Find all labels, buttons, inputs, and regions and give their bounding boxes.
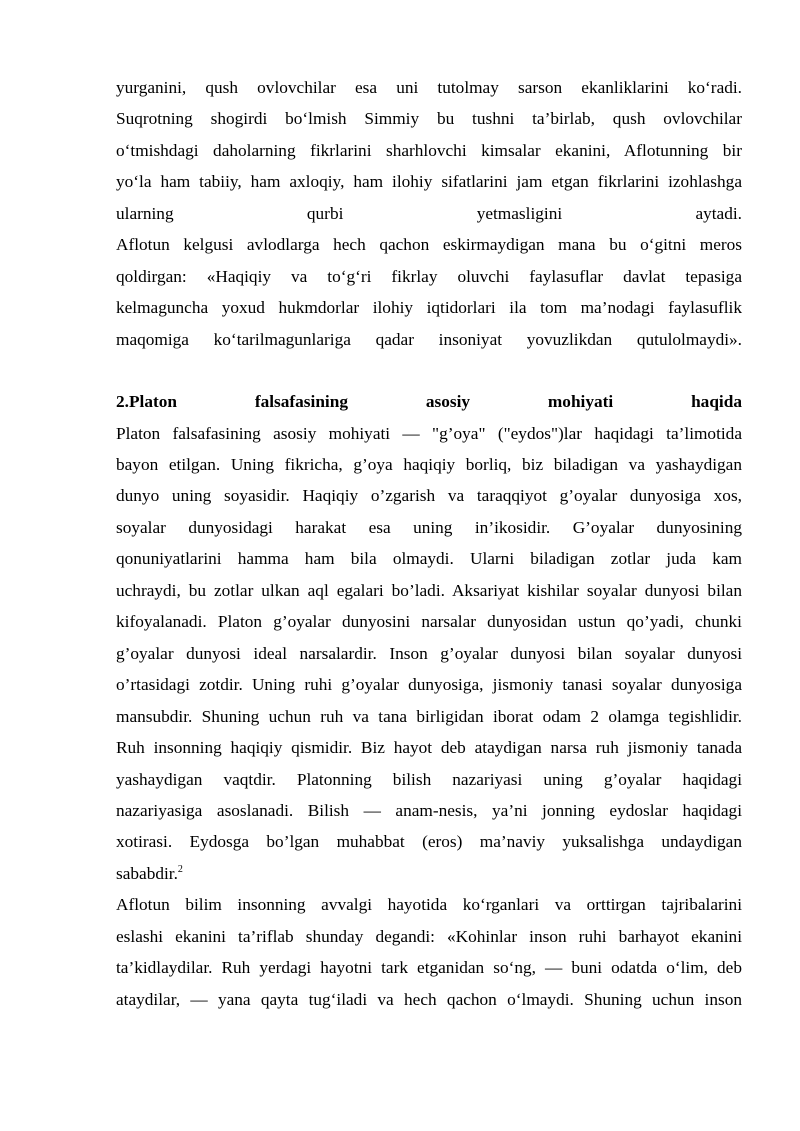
section-heading: 2.Platon falsafasining asosiy mohiyati haqida: [116, 392, 742, 412]
document-page: [116, 72, 742, 1015]
text-line: bayon etilgan. Uning fikricha, g’oya haqiqiy borliq, biz biladigan va yashaydigan: [116, 454, 742, 474]
text-line: uchraydi, bu zotlar ulkan aql egalari bo’ladi. Aksariyat kishilar soyalar dunyosi bilan: [116, 580, 742, 600]
text-line: Ruh insonning haqiqiy qismidir. Biz hayot deb ataydigan narsa ruh jismoniy tanada: [116, 738, 742, 758]
text-line: yashaydigan vaqtdir. Platonning bilish nazariyasi uning g’oyalar haqidagi: [116, 769, 742, 789]
text-line: mansubdir. Shuning uchun ruh va tana birligidan iborat odam 2 olamga tegishlidir.: [116, 706, 742, 726]
text-line: [116, 858, 742, 889]
text-line: yo‘la ham tabiiy, ham axloqiy, ham ilohiy sifatlarini jam etgan fikrlarini izohlashga: [116, 172, 742, 192]
paragraph-platon-essence: [116, 418, 742, 890]
paragraph-aflotun-legacy: [116, 229, 742, 355]
text-line: o’rtasidagi zotdir. Uning ruhi g’oyalar dunyosiga, jismoniy tanasi soyalar dunyosiga: [116, 675, 742, 695]
text-line-content: sababdir.: [116, 863, 178, 883]
text-line: kelmaguncha yoxud hukmdorlar ilohiy iqtidorlari ila tom ma’nodagi faylasuflik: [116, 298, 742, 318]
text-line: nazariyasiga asoslanadi. Bilish — anam-nesis, ya’ni jonning eydoslar haqidagi: [116, 800, 742, 820]
text-line: qoldirgan: «Haqiqiy va to‘g‘ri fikrlay oluvchi faylasuflar davlat tepasiga: [116, 266, 742, 286]
text-line: soyalar dunyosidagi harakat esa uning in’ikosidir. G’oyalar dunyosining: [116, 517, 742, 537]
footnote-marker: 2: [177, 864, 183, 876]
text-line: ta’kidlaydilar. Ruh yerdagi hayotni tark etganidan so‘ng, — buni odatda o‘lim, deb: [116, 958, 742, 978]
text-line: kifoyalanadi. Platon g’oyalar dunyosini narsalar dunyosidan ustun qo’yadi, chunki: [116, 612, 742, 632]
paragraph-simmiy-dream: [116, 72, 742, 229]
text-line: ataydilar, — yana qayta tug‘iladi va hech qachon o‘lmaydi. Shuning uchun inson: [116, 989, 742, 1009]
text-line: eslashi ekanini ta’riflab shunday degandi: «Kohinlar inson ruhi barhayot ekanini: [116, 926, 742, 946]
text-line: xotirasi. Eydosga bo’lgan muhabbat (eros) ma’naviy yuksalishga undaydigan: [116, 832, 742, 852]
text-line: dunyo uning soyasidir. Haqiqiy o’zgarish va taraqqiyot g’oyalar dunyosiga xos,: [116, 486, 742, 506]
text-line: Platon falsafasining asosiy mohiyati — "g’oya" ("eydos")lar haqidagi ta’limotida: [116, 423, 742, 443]
text-line: Aflotun kelgusi avlodlarga hech qachon eskirmaydigan mana bu o‘gitni meros: [116, 235, 742, 255]
text-line: Suqrotning shogirdi bo‘lmish Simmiy bu tushni ta’birlab, qush ovlovchilar: [116, 109, 742, 129]
text-line: Aflotun bilim insonning avvalgi hayotida ko‘rganlari va orttirgan tajribalarini: [116, 895, 742, 915]
text-line: g’oyalar dunyosi ideal narsalardir. Inson g’oyalar dunyosi bilan soyalar dunyosi: [116, 643, 742, 663]
text-line: ularning qurbi yetmasligini aytadi.: [116, 203, 742, 223]
text-line: o‘tmishdagi daholarning fikrlarini sharhlovchi kimsalar ekanini, Aflotunning bir: [116, 140, 742, 160]
text-line: yurganini, qush ovlovchilar esa uni tutolmay sarson ekanliklarini ko‘radi.: [116, 78, 742, 97]
text-line: qonuniyatlarini hamma ham bila olmaydi. Ularni biladigan zotlar juda kam: [116, 549, 742, 569]
text-line: maqomiga ko‘tarilmagunlariga qadar insoniyat yovuzlikdan qutulolmaydi».: [116, 329, 742, 349]
paragraph-aflotun-knowledge: [116, 889, 742, 1015]
